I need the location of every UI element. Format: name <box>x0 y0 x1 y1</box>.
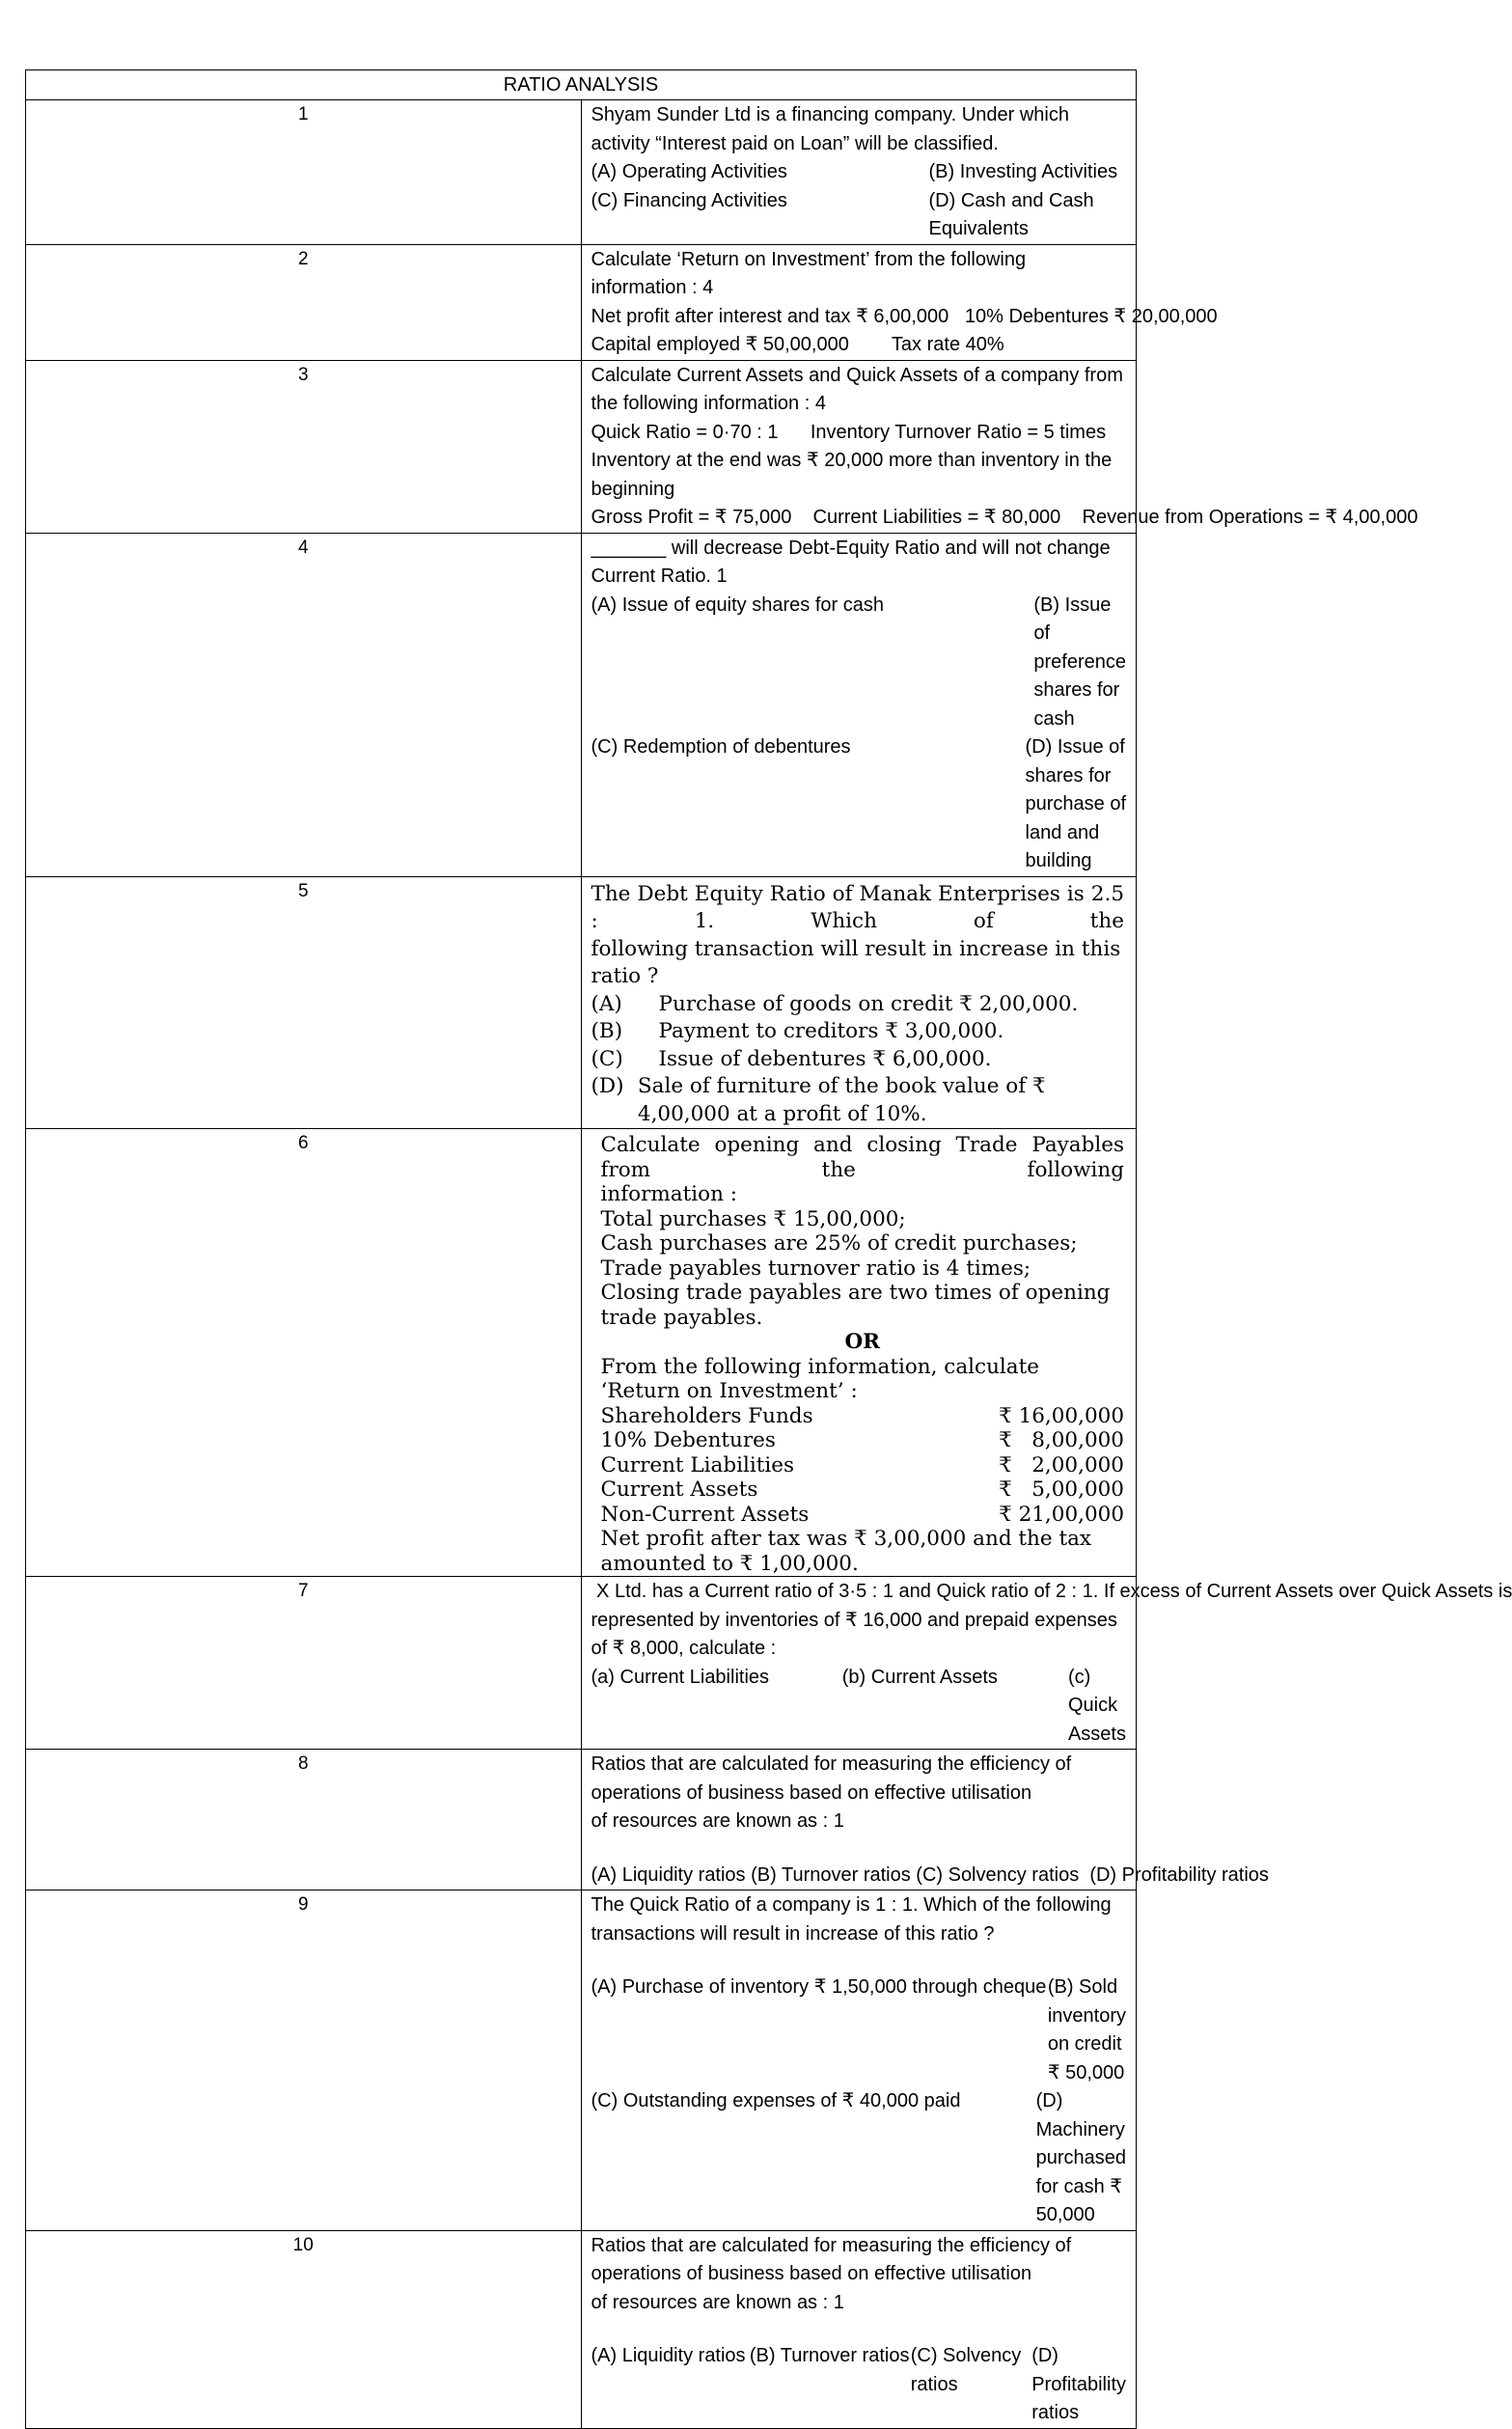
question-text: The Quick Ratio of a company is 1 : 1. Which of the following transactions will result in increase of this ratio ? <box>591 1894 1112 1945</box>
question-body <box>581 1577 1512 1750</box>
question-text: following transaction will result in increase in this ratio ? <box>591 936 1121 988</box>
question-body <box>581 100 1137 245</box>
option-row <box>591 1018 1125 1046</box>
question-row-6 <box>26 1129 1137 1577</box>
question-text: Closing trade payables are two times of opening trade payables. <box>600 1281 1111 1330</box>
question-row-7 <box>26 1577 1137 1750</box>
question-text: Shyam Sunder Ltd is a financing company. Under which activity “Interest paid on Loan” will be classified. <box>591 104 1069 154</box>
option-c: Issue of debentures ₹ 6,00,000. <box>658 1046 992 1071</box>
option-d: (D) Cash and Cash Equivalents <box>928 189 1094 239</box>
amount-row <box>601 1428 1125 1453</box>
question-row-4 <box>26 533 1137 876</box>
amount-row <box>601 1404 1125 1429</box>
question-body <box>581 2230 1137 2428</box>
option-row <box>591 991 1125 1019</box>
question-body <box>581 876 1137 1129</box>
question-text: Ratios that are calculated for measuring the efficiency of operations of business based on effective utilisation <box>591 1753 1072 1804</box>
option-d: (D) Machinery purchased for cash ₹ 50,000 <box>1035 2090 1127 2225</box>
amount-value: ₹ 16,00,000 <box>999 1403 1124 1428</box>
option-row <box>591 1046 1125 1074</box>
question-number: 3 <box>26 360 582 533</box>
option-b: (B) Issue of preference shares for cash <box>1033 593 1126 730</box>
question-body <box>581 244 1218 360</box>
option-row <box>591 187 1127 244</box>
question-text: Calculate Current Assets and Quick Assets of a company from the following information : 4 <box>591 364 1123 414</box>
question-text: Trade payables turnover ratio is 4 times; <box>600 1256 1031 1281</box>
option-row <box>591 2087 1127 2230</box>
amount-row <box>601 1453 1125 1478</box>
question-number: 5 <box>26 876 582 1129</box>
question-text: Total purchases ₹ 15,00,000; <box>600 1206 906 1231</box>
option-c: (C) Outstanding expenses of ₹ 40,000 paid <box>591 2090 961 2112</box>
question-text: Ratios that are calculated for measuring the efficiency of operations of business based on effective utilisation <box>591 2234 1072 2284</box>
option-letter: (A) <box>591 991 622 1016</box>
option-a: (A) Issue of equity shares for cash <box>591 593 884 616</box>
option-c: (C) Redemption of debentures <box>591 736 851 758</box>
question-text: Inventory at the end was ₹ 20,000 more than inventory in the beginning <box>591 450 1113 500</box>
option-b: (B) Investing Activities <box>928 161 1118 182</box>
amount-label: Non-Current Assets <box>600 1502 810 1527</box>
question-row-9 <box>26 1891 1137 2231</box>
options-line: (A) Liquidity ratios (B) Turnover ratios (C) Solvency ratios (D) Profitability ratios <box>591 1863 1269 1886</box>
option-row <box>591 1664 1127 1750</box>
question-text: Capital employed ₹ 50,00,000 Tax rate 40% <box>591 334 1004 355</box>
option-b: (B) Turnover ratios <box>749 2345 910 2366</box>
question-text: represented by inventories of ₹ 16,000 and prepaid expenses of ₹ 8,000, calculate : <box>591 1609 1117 1659</box>
option-c: (C) Solvency ratios <box>910 2345 1022 2395</box>
question-text: Net profit after interest and tax ₹ 6,00,000 10% Debentures ₹ 20,00,000 <box>591 305 1218 327</box>
question-number: 7 <box>26 1577 582 1750</box>
option-c: (c) Quick Assets <box>1067 1666 1126 1745</box>
option-row <box>591 1073 1125 1128</box>
question-text: Calculate ‘Return on Investment’ from the following information : 4 <box>591 248 1027 298</box>
question-number: 4 <box>26 533 582 876</box>
amount-row <box>601 1477 1125 1503</box>
page-title: RATIO ANALYSIS <box>26 70 1137 100</box>
option-row <box>591 592 1127 734</box>
question-body <box>581 533 1137 876</box>
option-a: (A) Operating Activities <box>591 161 787 182</box>
amount-label: 10% Debentures <box>600 1428 776 1452</box>
option-a: (A) Purchase of inventory ₹ 1,50,000 through cheque <box>591 1976 1047 1998</box>
question-text: Quick Ratio = 0·70 : 1 Inventory Turnover Ratio = 5 times <box>591 421 1107 443</box>
question-number: 1 <box>26 100 582 245</box>
question-text: _______ will decrease Debt-Equity Ratio and will not change Current Ratio. 1 <box>591 537 1111 587</box>
option-d: (D) Issue of shares for purchase of land and building <box>1025 736 1127 871</box>
option-letter: (D) <box>591 1074 624 1098</box>
question-body <box>581 1891 1137 2231</box>
or-separator: OR <box>844 1330 881 1354</box>
question-number: 6 <box>26 1129 582 1577</box>
question-body <box>581 360 1418 533</box>
option-row <box>591 733 1127 876</box>
option-a: Purchase of goods on credit ₹ 2,00,000. <box>658 991 1079 1016</box>
question-row-10 <box>26 2230 1137 2428</box>
amount-label: Current Liabilities <box>600 1452 795 1477</box>
questions-table <box>25 69 1512 2429</box>
question-body <box>581 1129 1137 1577</box>
question-text: of resources are known as : 1 <box>591 2291 844 2313</box>
option-d: (D) Profitability ratios <box>1031 2345 1126 2423</box>
option-b: (b) Current Assets <box>841 1666 998 1688</box>
option-letter: (C) <box>591 1046 623 1071</box>
amount-row <box>601 1503 1125 1528</box>
question-text: of resources are known as : 1 <box>591 1810 844 1832</box>
option-a: (A) Liquidity ratios <box>591 2345 746 2366</box>
amount-value: ₹ 5,00,000 <box>999 1477 1124 1502</box>
question-text: From the following information, calculate ‘Return on Investment’ : <box>600 1354 1039 1403</box>
option-row <box>591 1974 1127 2087</box>
option-b: (B) Sold inventory on credit ₹ 50,000 <box>1047 1976 1126 2084</box>
question-number: 9 <box>26 1891 582 2231</box>
question-row-8 <box>26 1750 1137 1891</box>
question-number: 8 <box>26 1750 582 1891</box>
title-row <box>26 70 1137 100</box>
question-text: Calculate opening and closing Trade Payables from the following <box>600 1133 1124 1182</box>
question-row-3 <box>26 360 1137 533</box>
option-row <box>591 158 1127 187</box>
question-row-5 <box>26 876 1137 1129</box>
option-b: Payment to creditors ₹ 3,00,000. <box>658 1019 1004 1043</box>
question-text: information : <box>600 1182 737 1206</box>
amount-value: ₹ 8,00,000 <box>999 1428 1124 1452</box>
question-text: Cash purchases are 25% of credit purchases; <box>600 1231 1078 1256</box>
amount-label: Current Assets <box>600 1477 758 1502</box>
question-row-2 <box>26 244 1137 360</box>
option-c: (C) Financing Activities <box>591 189 787 211</box>
question-row-1 <box>26 100 1137 245</box>
question-number: 2 <box>26 244 582 360</box>
question-text: Gross Profit = ₹ 75,000 Current Liabilities = ₹ 80,000 Revenue from Operations = ₹ 4,00,000 <box>591 507 1418 528</box>
option-letter: (B) <box>591 1019 623 1043</box>
amount-label: Shareholders Funds <box>600 1403 813 1428</box>
question-text: Net profit after tax was ₹ 3,00,000 and the tax amounted to ₹ 1,00,000. <box>600 1527 1092 1576</box>
question-sheet <box>25 69 1512 2429</box>
amount-value: ₹ 21,00,000 <box>999 1502 1124 1527</box>
amount-value: ₹ 2,00,000 <box>999 1452 1124 1477</box>
question-text: X Ltd. has a Current ratio of 3·5 : 1 and Quick ratio of 2 : 1. If excess of Current Assets over Quick Assets is <box>591 1581 1512 1602</box>
option-d: Sale of furniture of the book value of ₹ 4,00,000 at a profit of 10%. <box>637 1074 1046 1126</box>
question-body <box>581 1750 1269 1891</box>
option-a: (a) Current Liabilities <box>591 1666 770 1688</box>
option-row <box>591 2342 1127 2428</box>
question-text: The Debt Equity Ratio of Manak Enterprises is 2.5 : 1. Which of the <box>591 881 1124 933</box>
question-number: 10 <box>26 2230 582 2428</box>
